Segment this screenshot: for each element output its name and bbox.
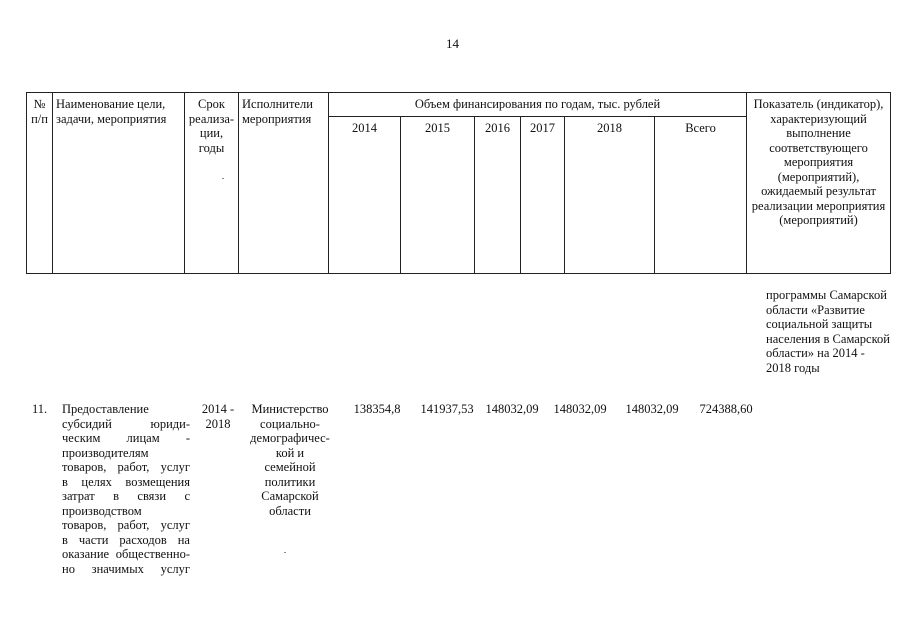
header-year-2017: 2017 [521, 116, 565, 274]
header-year-2014: 2014 [329, 116, 401, 274]
name-line: оказание общественно- [62, 547, 190, 561]
page-number: 14 [446, 36, 459, 51]
value-2017: 148032,09 [553, 402, 607, 416]
table-header [26, 92, 891, 274]
header-indicator: Показатель (индикатор), характеризующий выполнение соответствующего мероприятия (мероприятий), ожидаемый результат реализации мероприятия (мероприятий) [747, 93, 891, 274]
term-line: 2014 - [201, 402, 235, 416]
header-year-2018: 2018 [565, 116, 655, 274]
row-11-num: 11. [32, 402, 48, 416]
header-year-2015: 2015 [401, 116, 475, 274]
header-year-2016: 2016 [475, 116, 521, 274]
header-executors: Исполнители мероприятия [239, 93, 329, 274]
row-11-term [194, 402, 242, 431]
name-line: Предоставление [62, 402, 149, 416]
value-2014: 138354,8 [353, 402, 401, 416]
executor-line: семейной [264, 460, 316, 474]
header-num: № п/п [27, 93, 53, 274]
name-line: затрат в связи с [62, 489, 190, 503]
scan-speck [222, 178, 224, 179]
name-line: товаров, работ, услуг [62, 460, 190, 474]
value-2015: 141937,53 [420, 402, 474, 416]
value-2016: 148032,09 [485, 402, 539, 416]
term-line: 2018 [205, 416, 231, 431]
name-line: ческим лицам - [62, 431, 190, 445]
continuation-text: программы Самарской области «Развитие социальной защиты населения в Самарской области» на 2014 - 2018 годы [766, 288, 890, 375]
scan-speck [284, 552, 286, 553]
header-name: Наименование цели, задачи, мероприятия [53, 93, 185, 274]
name-line: товаров, работ, услуг [62, 518, 190, 532]
executor-line: Самарской [261, 489, 319, 503]
executor-line: демографичес- [250, 431, 330, 445]
value-2018: 148032,09 [625, 402, 679, 416]
name-line: субсидий юриди- [62, 416, 190, 431]
executor-line: социально- [260, 416, 320, 431]
row-11-name [62, 402, 190, 576]
executor-line: политики [264, 474, 316, 489]
header-funding: Объем финансирования по годам, тыс. рублей [329, 93, 747, 117]
name-line: производством [62, 503, 142, 518]
value-total: 724388,60 [699, 402, 753, 416]
row-11-executor [246, 402, 334, 518]
executor-line: области [269, 503, 311, 518]
executor-line: Министерство [251, 402, 329, 416]
name-line: производителям [62, 445, 149, 460]
name-line: но значимых услуг [62, 561, 190, 576]
executor-line: кой и [275, 445, 305, 460]
name-line: в части расходов на [62, 532, 190, 547]
name-line: в целях возмещения [62, 474, 190, 489]
header-total: Всего [655, 116, 747, 274]
header-term: Срок реализа-ции, годы [185, 93, 239, 274]
